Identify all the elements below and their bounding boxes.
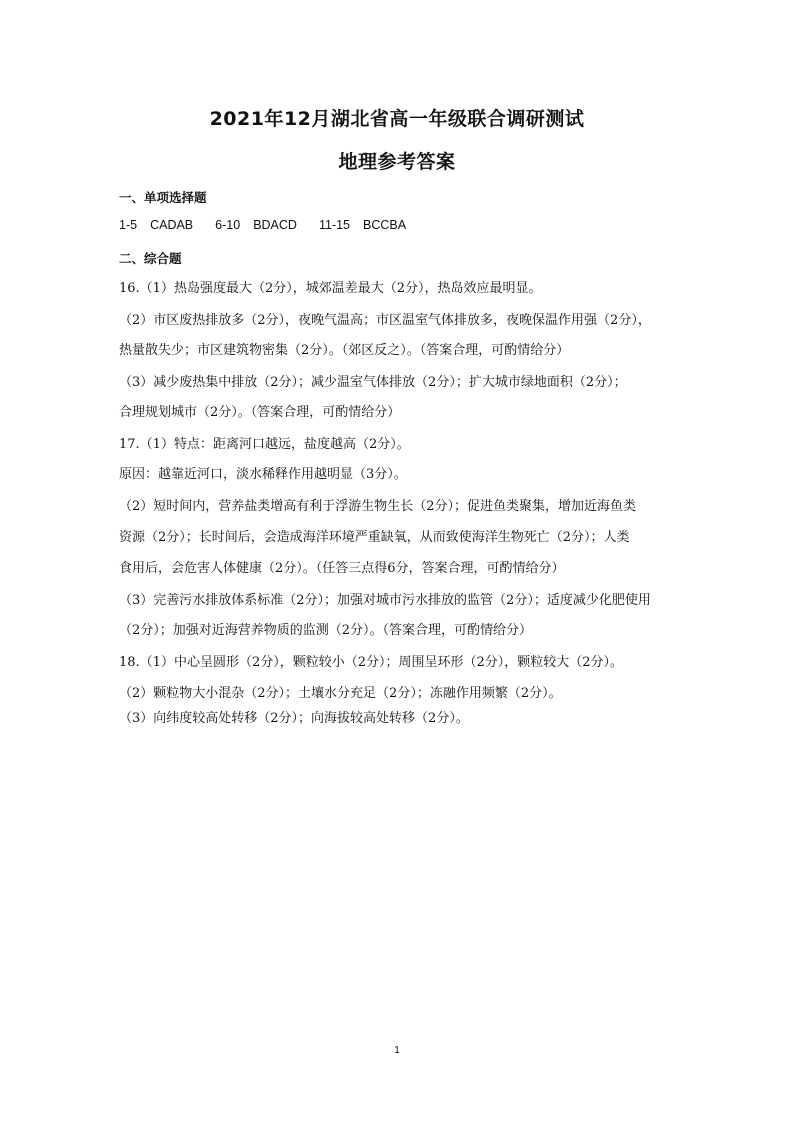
answer-line: （3）向纬度较高处转移（2分）；向海拔较高处转移（2分）。 — [119, 711, 469, 726]
document-title: 2021年12月湖北省高一年级联合调研测试 — [209, 108, 585, 130]
answer-line: 热量散失少；市区建筑物密集（2分）。（郊区反之）。（答案合理，可酌情给分） — [119, 343, 570, 358]
multiple-choice-answers — [119, 218, 419, 232]
answer-range: 6-10 — [215, 218, 241, 232]
answer-range: 1-5 — [119, 218, 138, 232]
page-number: 1 — [394, 1045, 400, 1056]
answer-line: （2）颗粒物大小混杂（2分）；土壤水分充足（2分）；冻融作用频繁（2分）。 — [119, 686, 562, 701]
answer-line: （3）完善污水排放体系标准（2分）；加强对城市污水排放的监管（2分）；适度减少化肥使用 — [119, 593, 651, 608]
answer-line: 食用后，会危害人体健康（2分）。（任答三点得6分，答案合理，可酌情给分） — [119, 561, 565, 576]
document-subtitle: 地理参考答案 — [338, 151, 456, 173]
answer-line: 16.（1）热岛强度最大（2分），城郊温差最大（2分），热岛效应最明显。 — [119, 281, 542, 296]
answer-line: 17.（1）特点：距离河口越远，盐度越高（2分）。 — [119, 437, 410, 452]
answer-line: 合理规划城市（2分）。（答案合理，可酌情给分） — [119, 405, 401, 420]
answer-line: 原因：越靠近河口，淡水稀释作用越明显（3分）。 — [119, 467, 407, 482]
answer-range: 11-15 — [318, 218, 350, 232]
section-heading-comprehensive: 二、综合题 — [119, 251, 182, 266]
answer-line: （2）短时间内，营养盐类增高有利于浮游生物生长（2分）；促进鱼类聚集，增加近海鱼类 — [119, 499, 637, 514]
answer-line: （2）市区废热排放多（2分），夜晚气温高；市区温室气体排放多，夜晚保温作用强（2分）， — [119, 313, 651, 328]
answer-line: 18.（1）中心呈圆形（2分），颗粒较小（2分）；周围呈环形（2分），颗粒较大（2分）。 — [119, 655, 624, 670]
answer-key: BCCBA — [363, 218, 407, 232]
section-heading-multiple-choice: 一、单项选择题 — [119, 190, 207, 205]
answer-key: CADAB — [150, 218, 194, 232]
answer-line: （3）减少废热集中排放（2分）；减少温室气体排放（2分）；扩大城市绿地面积（2分）； — [119, 375, 627, 390]
answer-key: BDACD — [253, 218, 297, 232]
answer-line: （2分）；加强对近海营养物质的监测（2分）。（答案合理，可酌情给分） — [119, 623, 533, 638]
answer-line: 资源（2分）；长时间后，会造成海洋环境严重缺氧，从而致使海洋生物死亡（2分）；人类 — [119, 530, 630, 545]
